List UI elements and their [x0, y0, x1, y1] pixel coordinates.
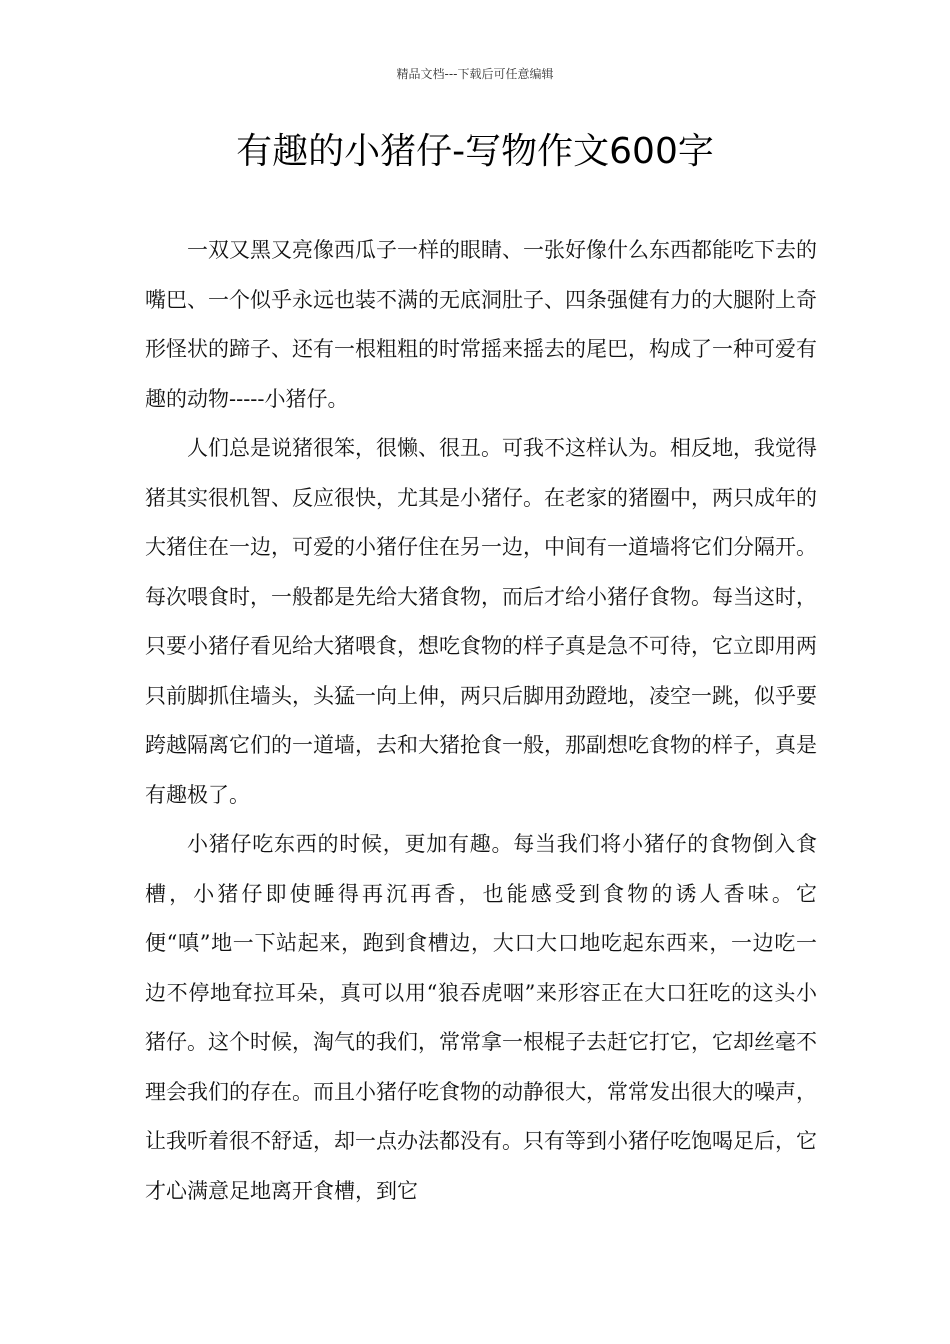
document-title: 有趣的小猪仔-写物作文600字 — [236, 131, 714, 172]
paragraph-2: 人们总是说猪很笨，很懒、很丑。可我不这样认为。相反地，我觉得猪其实很机智、反应很快，尤其是小猪仔。在老家的猪圈中，两只成年的大猪住在一边，可爱的小猪仔住在另一边，中间有一道墙将它们分隔开。每次喂食时，一般都是先给大猪食物，而后才给小猪仔食物。每当这时，只要小猪仔看见给大猪喂食，想吃食物的样子真是急不可待，它立即用两只前脚抓住墙头，头猛一向上伸，两只后脚用劲蹬地，凌空一跳，似乎要跨越隔离它们的一道墙，去和大猪抢食一般，那副想吃食物的样子，真是有趣极了。 — [145, 436, 817, 807]
paragraph-1: 一双又黑又亮像西瓜子一样的眼睛、一张好像什么东西都能吃下去的嘴巴、一个似乎永远也装不满的无底洞肚子、四条强健有力的大腿附上奇形怪状的蹄子、还有一根粗粗的时常摇来摇去的尾巴，构成了一种可爱有趣的动物-----小猪仔。 — [145, 238, 817, 411]
page-header: 精品文档---下载后可任意编辑 — [396, 67, 554, 81]
paragraph-3: 小猪仔吃东西的时候，更加有趣。每当我们将小猪仔的食物倒入食槽，小猪仔即使睡得再沉再香，也能感受到食物的诱人香味。它便“嗔”地一下站起来，跑到食槽边，大口大口地吃起东西来，一边吃一边不停地耷拉耳朵，真可以用“狼吞虎咽”来形容正在大口狂吃的这头小猪仔。这个时候，淘气的我们，常常拿一根棍子去赶它打它，它却丝毫不理会我们的存在。而且小猪仔吃食物的动静很大，常常发出很大的噪声，让我听着很不舒适，却一点办法都没有。只有等到小猪仔吃饱喝足后，它才心满意足地离开食槽，到它 — [145, 832, 817, 1203]
document-body — [145, 226, 817, 1216]
